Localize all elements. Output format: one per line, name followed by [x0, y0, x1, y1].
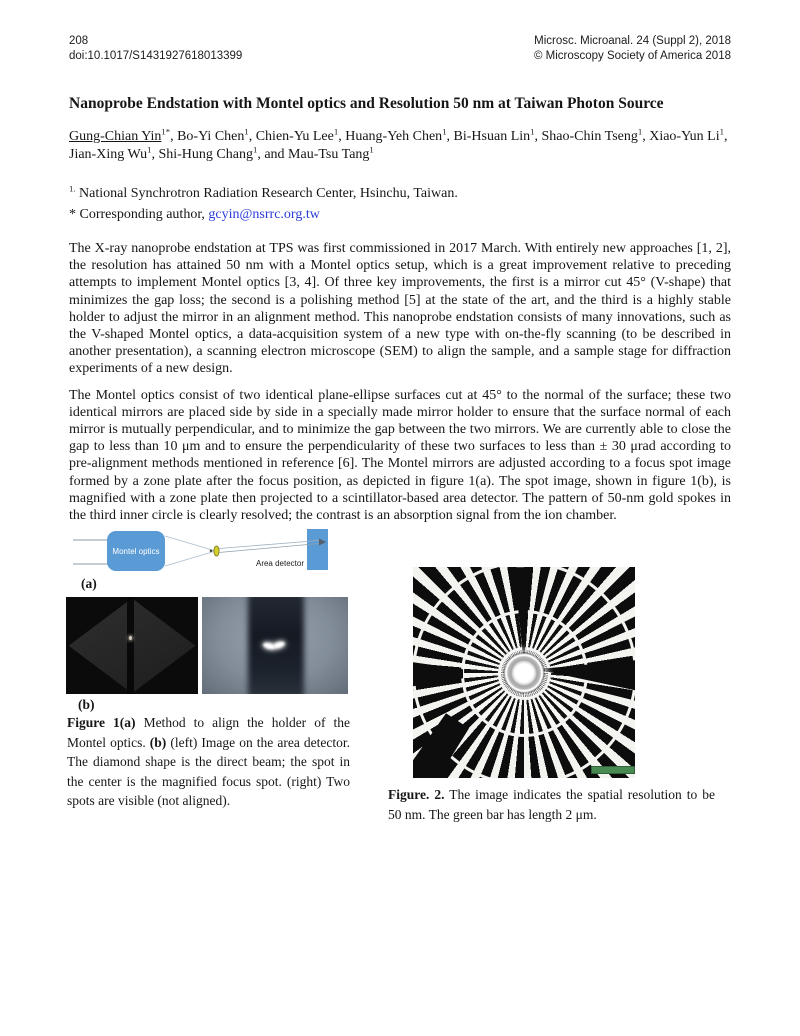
author-name: Bo-Yi Chen — [177, 129, 245, 144]
doi: doi:10.1017/S1431927618013399 — [69, 50, 243, 62]
page-header — [69, 34, 731, 64]
author-affiliation-superscript: 1 — [442, 126, 447, 137]
figures-area — [69, 526, 731, 866]
figure1-caption-bold-a: Figure 1(a) — [67, 715, 136, 731]
header-left — [69, 34, 242, 64]
figure2-caption — [388, 785, 715, 824]
scale-bar — [591, 766, 635, 774]
affiliation — [69, 183, 731, 204]
author-affiliation-superscript: 1 — [333, 126, 339, 137]
figure1-caption-text-b: (left) Image on the area detector. The diamond shape is the direct beam; the spot in the center is the magnified focus spot. (right) Two spots are visible (not aligned). — [67, 734, 351, 809]
author-name: Shi-Hung Chang — [158, 146, 253, 162]
author-name: Mau-Tsu Tang — [288, 146, 370, 162]
converging-ray-bottom — [165, 552, 214, 567]
author-name: Bi-Hsuan Lin — [453, 129, 531, 144]
author-affiliation-superscript: 1* — [161, 126, 171, 137]
author-name: Gung-Chian Yin — [69, 129, 162, 144]
star-center-spot — [503, 652, 545, 694]
author-name: Xiao-Yun Li — [649, 129, 720, 144]
figure1-caption — [67, 713, 350, 811]
affiliation-text: National Synchrotron Radiation Research Center, Hsinchu, Taiwan. — [75, 186, 458, 201]
header-right — [534, 34, 731, 64]
author-affiliation-superscript: 1 — [244, 126, 249, 137]
converging-ray-top — [165, 536, 214, 551]
author-name: Chien-Yu Lee — [255, 129, 334, 144]
email-link[interactable]: gcyin@nsrrc.org.tw — [208, 207, 320, 222]
figure1a-diagram — [73, 527, 363, 577]
author-list: Gung-Chian Yin$^{1*}$, Bo-Yi Chen$^1$, Chien-Yu Lee$^1$, Huang-Yeh Chen$^1$, Bi-Hsuan Lin$^1$, Shao-Chin Tseng$^1$, Xiao-Yun Li$^1$, Jian-Xing Wu$^1$, Shi-Hung Chang$^1$, and Mau-Tsu Tang$^1$ — [69, 126, 728, 162]
author-name: Shao-Chin Tseng — [541, 129, 638, 144]
area-detector-box — [307, 529, 328, 570]
figure1b-label: (b) — [78, 697, 95, 713]
journal-reference: Microsc. Microanal. 24 (Suppl 2), 2018 — [534, 35, 731, 47]
author-affiliation-superscript: 1 — [147, 143, 152, 154]
zone-plate-ellipse — [214, 546, 219, 556]
figure1b-right-image — [202, 597, 348, 694]
author-affiliation-superscript: 1 — [637, 126, 643, 137]
paragraph-2: The Montel optics consist of two identical plane-ellipse surfaces cut at 45° to the normal of the surface; these two identical mirrors are placed side by side in a specially made mirror holder to ensure that the surface normal of each mirror is mutually perpendicular, and to minimize the gap between the two mirrors. We are currently able to close the gap to less than 10 μm and to ensure the perpendicularity of these two surfaces to less than ± 30 μrad according to pre-alignment methods mentioned in reference [6]. The Montel mirrors are adjusted according to a focus spot image formed by a zone plate after the focus position, as depicted in figure 1(a). The spot image, shown in figure 1(b), is magnified with a zone plate then projected to a scintillator-based area detector. The pattern of 50-nm gold spokes in the third inner circle is clearly resolved; the contrast is an absorption signal from the ion chamber. — [69, 387, 731, 524]
copyright-notice: © Microscopy Society of America 2018 — [533, 50, 731, 62]
figure2-image — [413, 567, 635, 778]
figure1a-label: (a) — [81, 576, 97, 592]
focus-point-dot — [210, 550, 213, 553]
figure2-caption-bold: Figure. 2. — [388, 787, 445, 803]
corresponding-prefix: * Corresponding author, — [69, 207, 209, 222]
figure1-caption-text-a: Method to align the holder of the Montel optics. — [67, 715, 350, 750]
author-affiliation-superscript: 1 — [252, 143, 258, 154]
affiliation-superscript: 1. — [69, 183, 76, 194]
author-name: Jian-Xing Wu — [69, 146, 148, 162]
montel-optics-label: Montel optics — [112, 547, 160, 557]
corresponding-author — [69, 204, 731, 225]
paper-title: Nanoprobe Endstation with Montel optics and Resolution 50 nm at Taiwan Photon Source — [69, 95, 664, 112]
author-affiliation-superscript: 1 — [719, 126, 724, 137]
area-detector-label: Area detector — [255, 559, 305, 569]
figure1b-images — [66, 597, 348, 694]
figure1b-left-image — [66, 597, 198, 694]
figure1-caption-bold-b: (b) — [149, 734, 167, 750]
paragraph-1: The X-ray nanoprobe endstation at TPS was first commissioned in 2017 March. With entirely new approaches [1, 2], the resolution has attained 50 nm with a Montel optics setup, which is a great improvement relative to preceding attempts to implement Montel optics [3, 4]. Of three key improvements, the first is a mirror cut 45° (V-shape) that minimizes the gap loss; the second is a polishing method [5] at the state of the art, and the third is a highly stable holder to adjust the mirror in an alignment method. This nanoprobe endstation consists of many innovations, such as the V-shaped Montel optics, a data-acquisition system of a new type with on-the-fly scanning (to be described in another presentation), a scanning electron microscope (SEM) to align the sample, and a sample stage for diffraction experiments of a new design. — [69, 241, 731, 377]
author-affiliation-superscript: 1 — [369, 143, 374, 154]
figure2-caption-text: The image indicates the spatial resolution to be 50 nm. The green bar has length 2 μm. — [388, 787, 715, 822]
author-name: Huang-Yeh Chen — [345, 129, 443, 144]
dark-stripe — [127, 597, 134, 694]
author-affiliation-superscript: 1 — [530, 126, 535, 137]
page-number: 208 — [69, 35, 89, 47]
